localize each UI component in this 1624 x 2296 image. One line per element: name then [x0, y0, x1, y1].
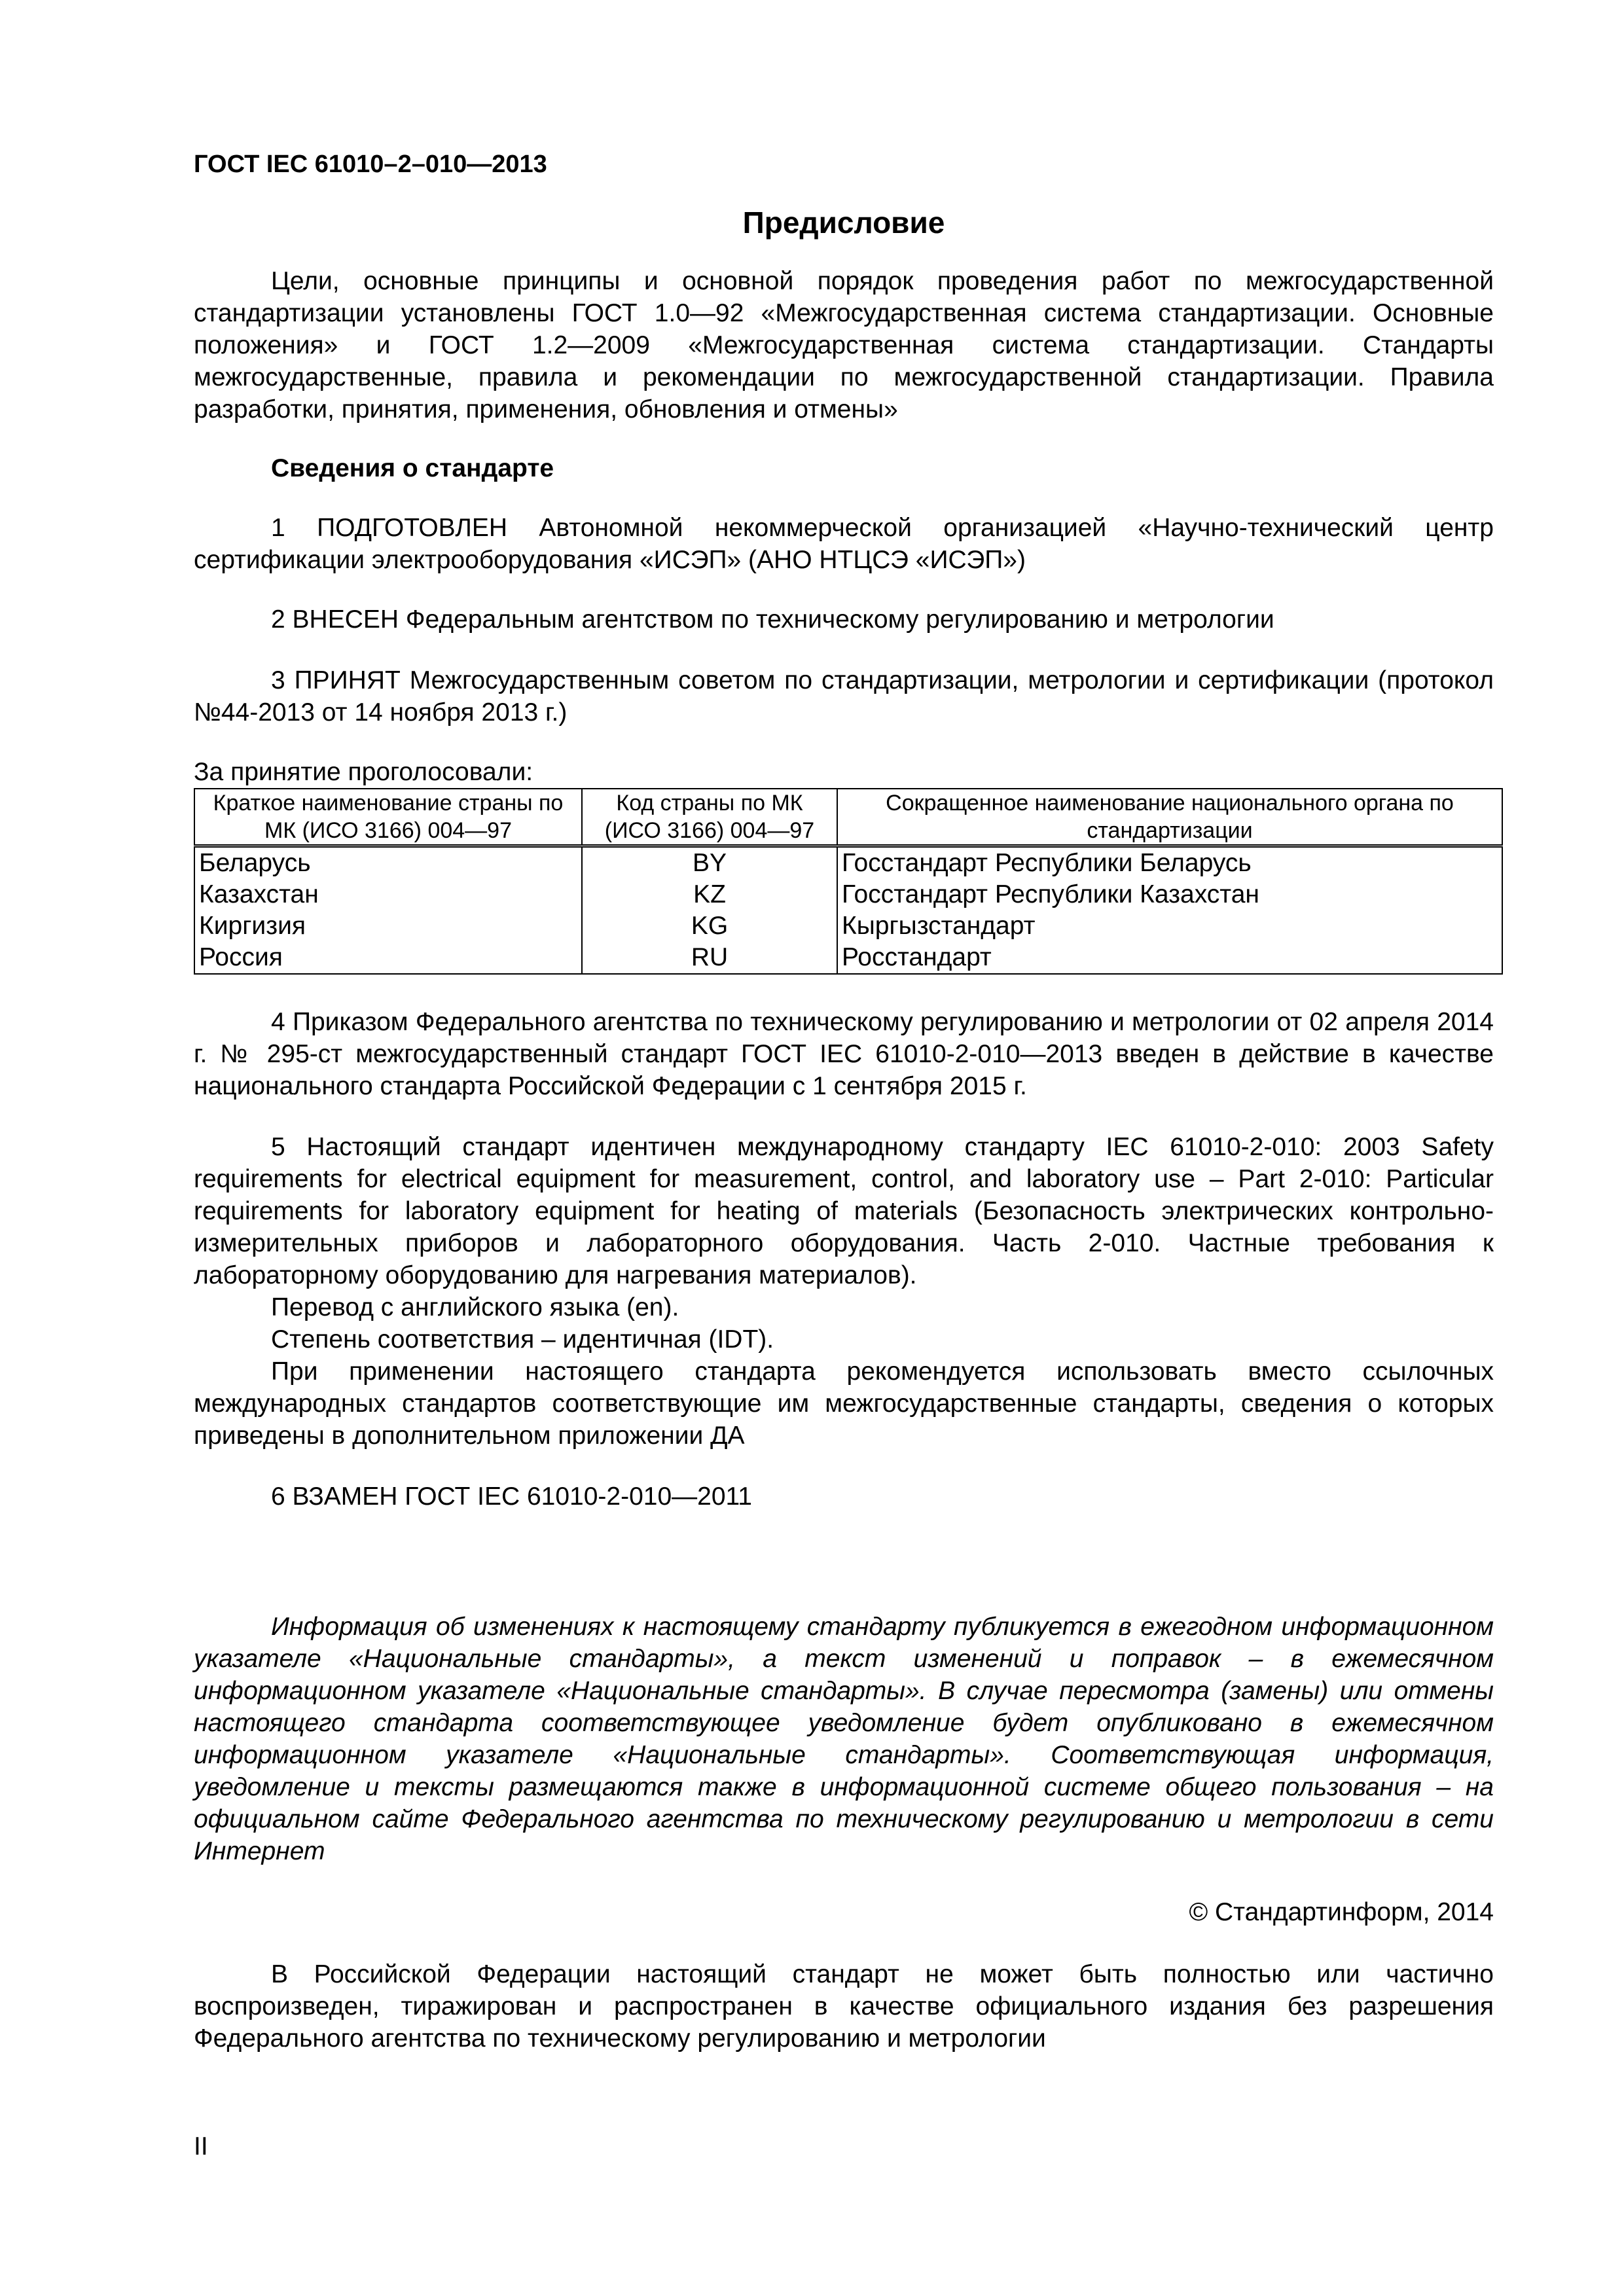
item-4: 4 Приказом Федерального агентства по техническому регулированию и метрологии от 02 апреля 2014 г. № 295-ст межгосударственный стандарт ГОСТ IEC 61010-2-010—2013 введен в действие в качестве национального стандарта Российской Федерации с 1 сентября 2015 г. [194, 1008, 1494, 1100]
table-caption: За принятие проголосовали: [194, 758, 533, 786]
usage-note: При применении настоящего стандарта рекомендуется использовать вместо ссылочных международных стандартов соответствующие им межгосударственные стандарты, сведения о которых приведены в дополнительном приложении ДА [194, 1357, 1494, 1450]
table-row [194, 879, 1502, 910]
cell-country: Киргизия [194, 910, 582, 942]
cell-body: Кыргызстандарт [837, 910, 1502, 942]
item-1: 1 ПОДГОТОВЛЕН Автономной некоммерческой организацией «Научно-технический центр сертификации электрооборудования «ИСЭП» (АНО НТЦСЭ «ИСЭП») [194, 514, 1494, 574]
translation-note: Перевод с английского языка (en). [271, 1293, 679, 1321]
cell-code: RU [582, 942, 837, 974]
table-row [194, 846, 1502, 880]
voting-table [194, 788, 1503, 975]
notice-paragraph: В Российской Федерации настоящий стандарт не может быть полностью или частично воспроизведен, тиражирован и распространен в качестве официального издания без разрешения Федерального агентства по техническому регулированию и метрологии [194, 1960, 1494, 2053]
table-header-row [194, 789, 1502, 846]
intro-paragraph: Цели, основные принципы и основной порядок проведения работ по межгосударственной стандартизации установлены ГОСТ 1.0—92 «Межгосударственная система стандартизации. Основные положения» и ГОСТ 1.2—2009 «Межгосударственная система стандартизации. Стандарты межгосударственные, правила и рекомендации по межгосударственной стандартизации. Правила разработки, принятия, применения, обновления и отмены» [194, 267, 1494, 423]
cell-code: KG [582, 910, 837, 942]
cell-country: Беларусь [194, 846, 582, 880]
item-5: 5 Настоящий стандарт идентичен международному стандарту IEC 61010-2-010: 2003 Safety requirements for electrical equipment for measurement, control, and laboratory use – Part 2-010: Particular requirements for laboratory equipment for heating of materials (Безопасность электрических контрольно-измерительных приборов и лабораторного оборудования. Часть 2-010. Частные требования к лабораторному оборудованию для нагревания материалов). [194, 1133, 1494, 1289]
cell-body: Госстандарт Республики Казахстан [837, 879, 1502, 910]
table-row [194, 910, 1502, 942]
cell-code: BY [582, 846, 837, 880]
cell-body: Росстандарт [837, 942, 1502, 974]
copyright: © Стандартинформ, 2014 [1189, 1898, 1494, 1926]
page-title: Предисловие [742, 206, 945, 240]
degree-note: Степень соответствия – идентичная (IDT). [271, 1325, 774, 1354]
cell-country: Казахстан [194, 879, 582, 910]
item-6: 6 ВЗАМЕН ГОСТ IEC 61010-2-010—2011 [271, 1482, 753, 1511]
header-body: Сокращенное наименование национального органа по стандартизации [837, 789, 1502, 846]
cell-country: Россия [194, 942, 582, 974]
item-2: 2 ВНЕСЕН Федеральным агентством по техническому регулированию и метрологии [271, 605, 1274, 634]
header-country: Краткое наименование страны по МК (ИСО 3166) 004—97 [194, 789, 582, 846]
page-content [194, 151, 1494, 2054]
section-title: Сведения о стандарте [271, 454, 554, 482]
document-header: ГОСТ IEC 61010–2–010—2013 [194, 151, 547, 178]
info-paragraph: Информация об изменениях к настоящему стандарту публикуется в ежегодном информационном указателе «Национальные стандарты», а текст изменений и поправок – в ежемесячном информационном указателе «Национальные стандарты». В случае пересмотра (замены) или отмены настоящего стандарта соответствующее уведомление будет опубликовано в ежемесячном информационном указателе «Национальные стандарты». Соответствующая информация, уведомление и тексты размещаются также в информационной системе общего пользования – на официальном сайте Федерального агентства по техническому регулированию и метрологии в сети Интернет [194, 1613, 1494, 1865]
header-code: Код страны по МК (ИСО 3166) 004—97 [582, 789, 837, 846]
page-number: II [194, 2132, 208, 2161]
cell-body: Госстандарт Республики Беларусь [837, 846, 1502, 880]
item-3: 3 ПРИНЯТ Межгосударственным советом по стандартизации, метрологии и сертификации (протокол №44-2013 от 14 ноября 2013 г.) [194, 666, 1494, 726]
table-row [194, 942, 1502, 974]
cell-code: KZ [582, 879, 837, 910]
